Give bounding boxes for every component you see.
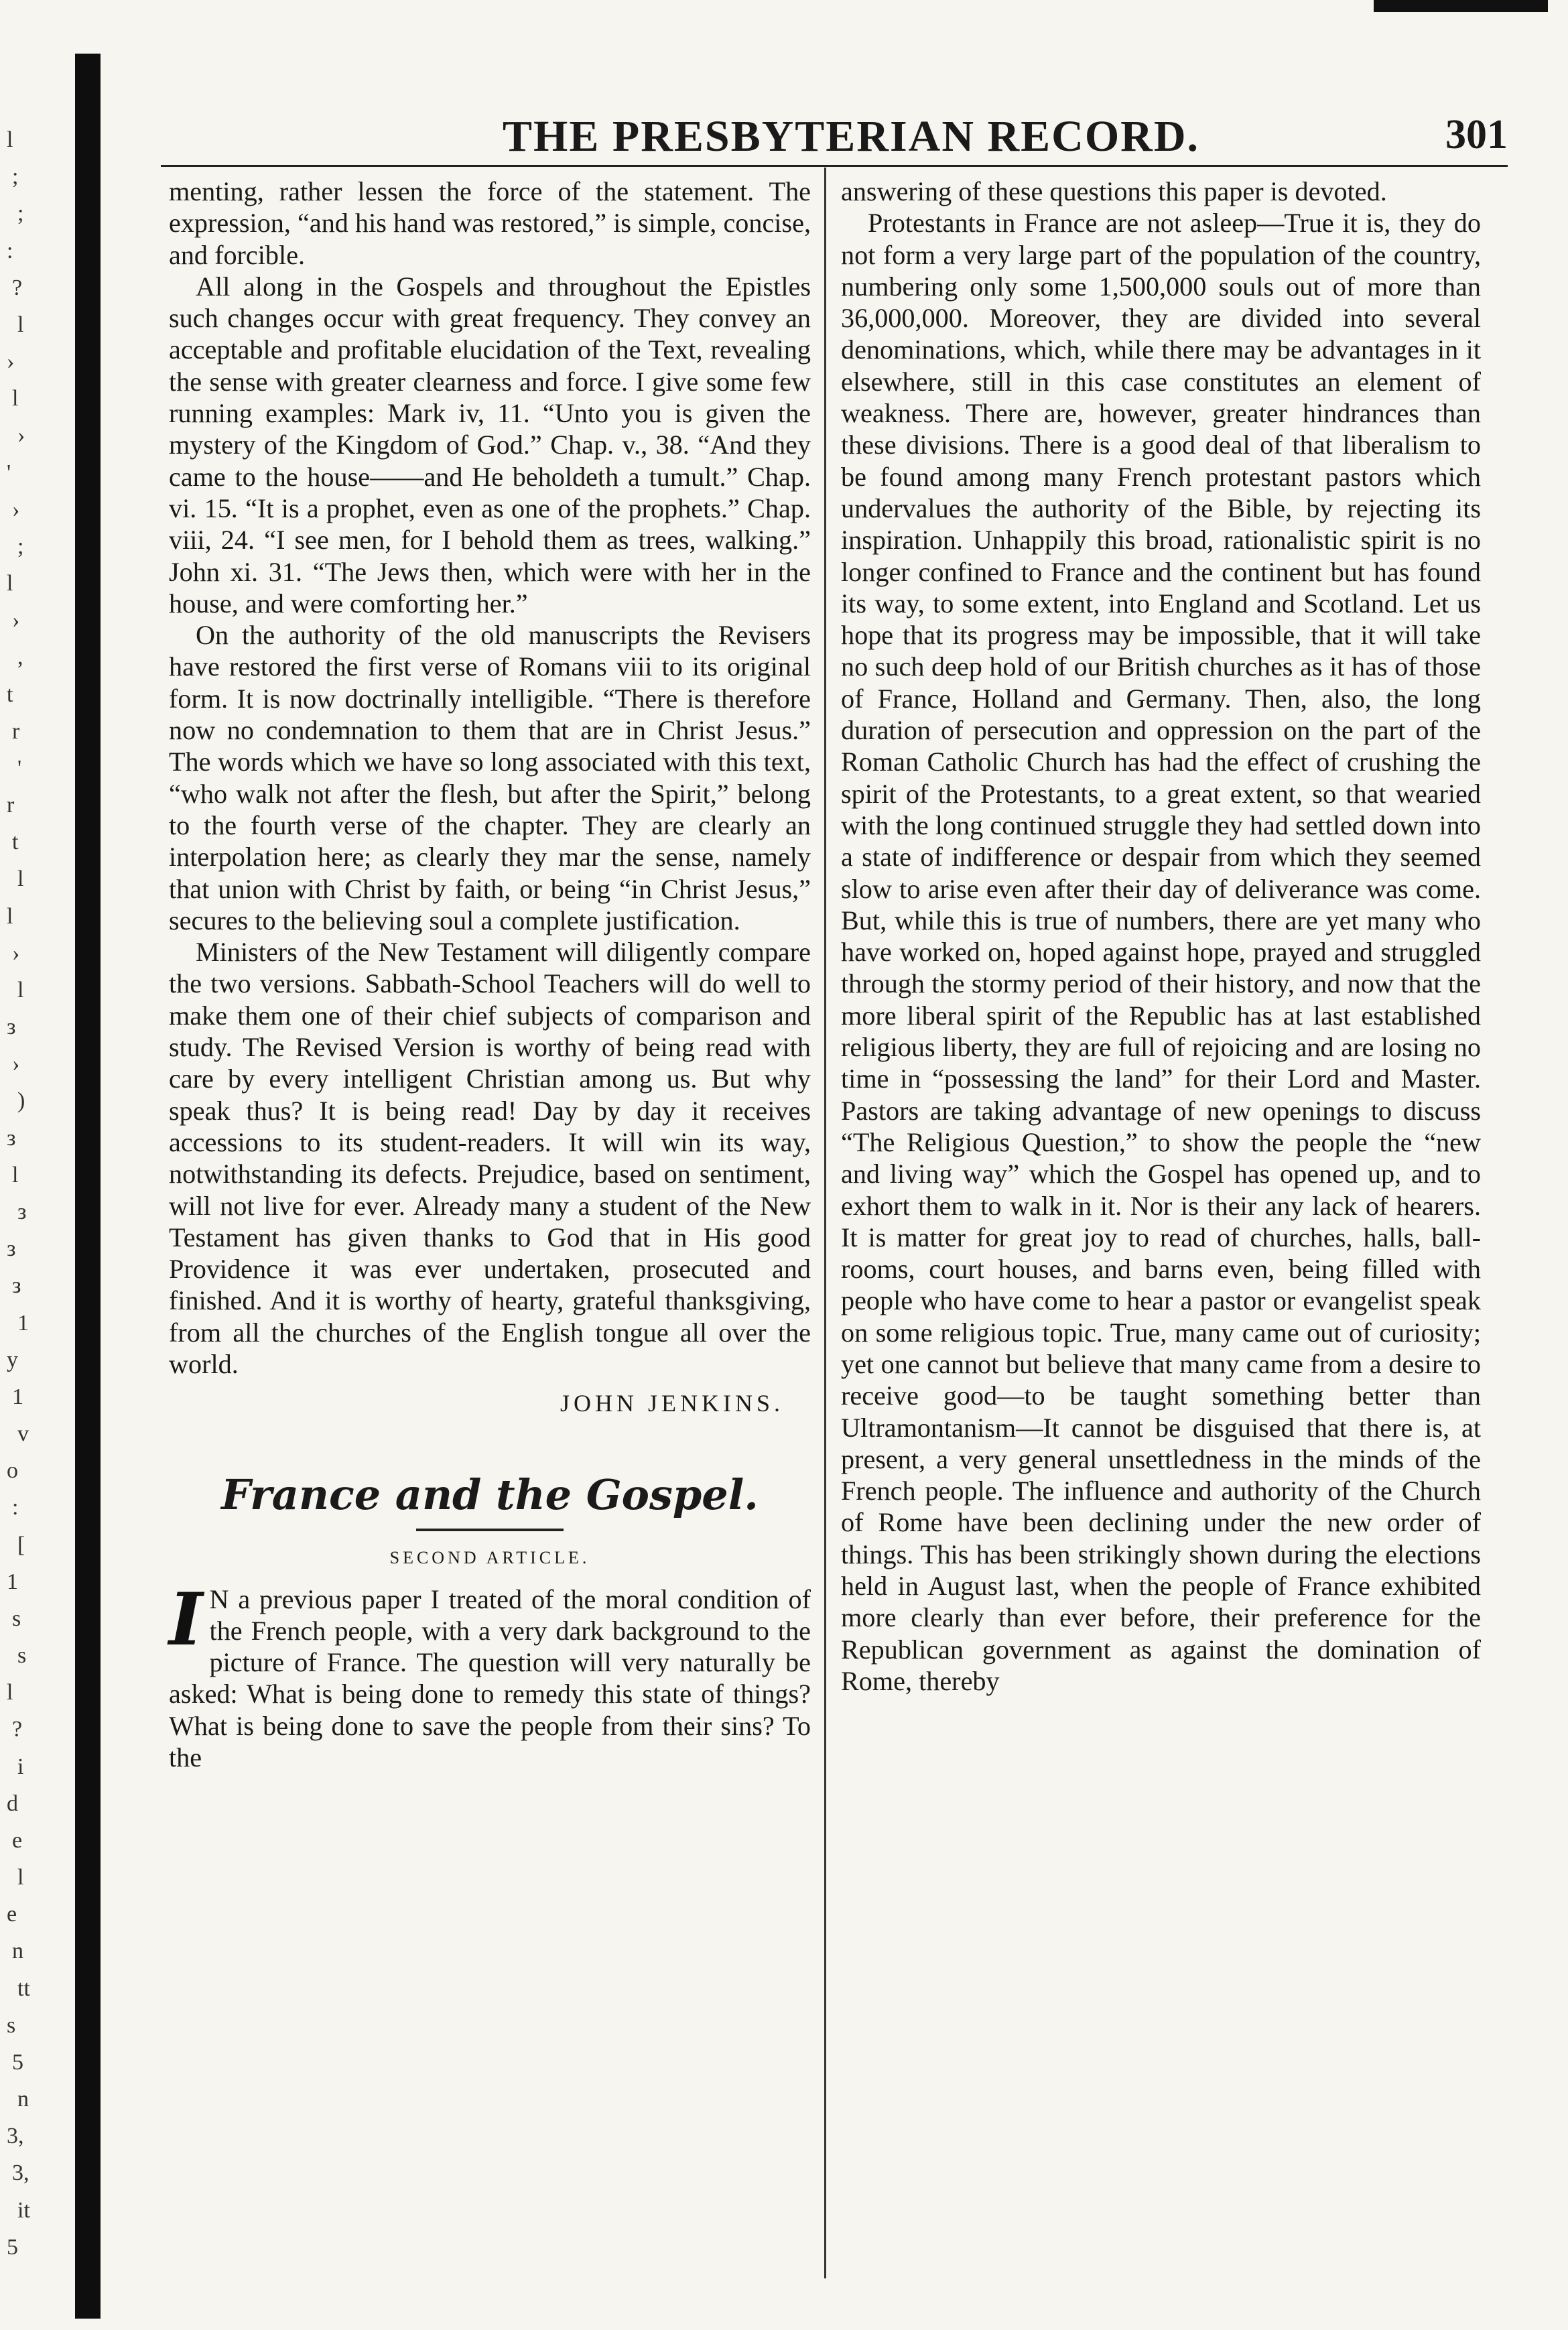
- margin-fragment: i: [17, 1754, 24, 1779]
- margin-fragment: з: [17, 1200, 27, 1224]
- margin-fragment: 5: [12, 2050, 23, 2075]
- margin-fragment: ›: [12, 1051, 20, 1076]
- margin-fragment: r: [7, 793, 15, 818]
- margin-fragment: v: [17, 1421, 29, 1446]
- article-opening-paragraph: [169, 1577, 811, 1774]
- margin-fragment: l: [12, 1163, 19, 1187]
- margin-fragment: l: [7, 571, 13, 596]
- margin-fragment: e: [12, 1828, 23, 1853]
- margin-fragment: :: [7, 239, 13, 263]
- margin-fragment: ': [17, 756, 22, 781]
- margin-fragment: ;: [17, 201, 24, 226]
- margin-fragment: 1: [12, 1384, 23, 1409]
- margin-fragment: ?: [12, 1717, 23, 1742]
- margin-fragment: з: [12, 1273, 21, 1298]
- paragraph: All along in the Gospels and throughout the Epistles such changes occur with great frequency. They convey an acceptable and profitable elucidation of the Text, revealing the sense with greater clearness and force. I give some few running examples: Mark iv, 11. “Unto you is given the mystery of the Kingdom of God.” Chap. v., 38. “And they came to the house——and He beholdeth a tumult.” Chap. vi. 15. “It is a prophet, even as one of the prophets.” Chap. viii, 24. “I see men, for I behold them as trees, walking.” John xi. 31. “The Jews then, which were with her in the house, and were comforting her.”: [169, 271, 811, 619]
- margin-fragment: 1: [7, 1569, 18, 1594]
- margin-fragment: з: [7, 1236, 16, 1261]
- right-column: [841, 176, 1481, 1697]
- section-subtitle: SECOND ARTICLE.: [389, 1547, 590, 1567]
- paragraph: Protestants in France are not asleep—True it is, they do not form a very large part of the population of the country, numbering only some 1,500,000 souls out of more than 36,000,000. Moreover, they are divided into several denominations, which, while there may be advantages in it elsewhere, still in this case constitutes an element of weakness. There are, however, greater hindrances than these divisions. There is a good deal of that liberalism to be found among many French protestant pastors which undervalues the authority of the Bible, by rejecting its inspiration. Unhappily this broad, rationalistic spirit is no longer confined to France and the continent but has found its way, to some extent, into England and Scotland. Let us hope that its progress may be impossible, that it will take no such deep hold of our British churches as it has of those of France, Holland and Germany. Then, also, the long duration of persecution and oppression on the part of the Roman Catholic Church has had the effect of crushing the spirit of the Protestants, to a great extent, so that wearied with the long continued struggle they had settled down into a state of indifference or despair from which they seemed slow to arise even after their day of deliverance was come. But, while this is true of numbers, there are yet many who have worked on, hoped against hope, prayed and struggled through the stormy period of their history, and now that the more liberal spirit of the Republic has at last established religious liberty, they are full of rejoicing and are losing no time in “possessing the land” for their Lord and Master. Pastors are taking advantage of new openings to discuss “The Religious Question,” to show the people the “new and living way” which the Gospel has opened up, and to exhort them to walk in it. Nor is their any lack of hearers. It is matter for great joy to read of churches, halls, ball-rooms, court houses, and barns even, being filled with people who have come to hear a pastor or evangelist speak on some religious topic. True, many came out of curiosity; yet one cannot but believe that many came from a desire to receive good—to be taught something better than Ultramontanism—It cannot be disguised that there is, at present, a very general unsettledness in the minds of the French people. The influence and authority of the Church of Rome have been declining under the new order of things. This has been strikingly shown during the elections held in August last, when the people of France exhibited more clearly than ever before, their preference for the Republican government as against the domination of Rome, thereby: [841, 208, 1481, 1696]
- margin-fragment: ): [17, 1088, 25, 1113]
- margin-fragment: s: [12, 1606, 21, 1631]
- drop-cap: I: [169, 1577, 203, 1662]
- margin-fragment: 5: [7, 2235, 18, 2260]
- page-number: 301: [1445, 112, 1508, 157]
- margin-fragment: ›: [7, 349, 15, 374]
- margin-fragments: [0, 127, 74, 2305]
- running-header: [161, 107, 1508, 161]
- column-divider: [824, 168, 826, 2278]
- section-heading: [169, 1468, 811, 1531]
- margin-fragment: s: [7, 2013, 16, 2038]
- article-opening-text: N a previous paper I treated of the moral condition of the French people, with a very dark background to the picture of France. The question will very naturally be asked: What is being done to remedy this state of things? What is being done to save the people from their sins? To the: [169, 1583, 811, 1773]
- margin-fragment: r: [12, 719, 20, 744]
- margin-fragment: l: [7, 1680, 13, 1705]
- margin-fragment: ;: [17, 534, 24, 559]
- paragraph: On the authority of the old manuscripts the Revisers have restored the first verse of Romans viii to its original form. It is now doctrinally intelligible. “There is therefore now no condemnation to them that are in Christ Jesus.” The words which we have so long associated with this text, “who walk not after the flesh, but after the Spirit,” belong to the fourth verse of the chapter. They are clearly an interpolation here; as clearly they mar the sense, namely that union with Christ by faith, or being “in Christ Jesus,” secures to the believing soul a complete justification.: [169, 620, 811, 935]
- margin-fragment: [: [17, 1533, 25, 1557]
- top-edge-rule: [1374, 0, 1548, 12]
- margin-fragment: з: [7, 1015, 16, 1039]
- margin-fragment: ›: [12, 608, 20, 633]
- margin-fragment: l: [7, 904, 13, 929]
- binding-shadow: [75, 54, 101, 2319]
- paragraph: menting, rather lessen the force of the statement. The expression, “and his hand was restored,” is simple, concise, and forcible.: [169, 176, 811, 270]
- paragraph: Ministers of the New Testament will diligently compare the two versions. Sabbath-School Teachers will do well to make them one of their chief subjects of comparison and study. The Revised Version is worthy of being read with care by every intelligent Christian among us. But why speak thus? It is being read! Day by day it receives accessions to its student-readers. It will win its way, notwithstanding its defects. Prejudice, based on sentiment, will not live for ever. Already many a student of the New Testament has given thanks to God that in His good Providence it was ever undertaken, prosecuted and finished. And it is worthy of hearty, grateful thanksgiving, from all the churches of the English tongue all over the world.: [169, 937, 811, 1379]
- section-title-text: France and the Gospel.: [221, 1470, 759, 1519]
- margin-fragment: t: [7, 682, 13, 707]
- journal-title: THE PRESBYTERIAN RECORD.: [503, 112, 1199, 161]
- margin-fragment: o: [7, 1458, 18, 1483]
- margin-fragment: l: [17, 1865, 24, 1890]
- margin-fragment: ,: [17, 645, 23, 669]
- margin-fragment: 3,: [7, 2124, 24, 2148]
- margin-fragment: d: [7, 1791, 18, 1816]
- margin-fragment: ;: [12, 164, 19, 189]
- margin-fragment: l: [17, 866, 24, 891]
- margin-fragment: ›: [12, 941, 20, 966]
- margin-fragment: 1: [17, 1311, 29, 1336]
- margin-fragment: :: [12, 1495, 19, 1520]
- margin-fragment: l: [17, 978, 24, 1002]
- margin-fragment: ›: [17, 423, 25, 448]
- left-column: [169, 176, 811, 1773]
- margin-fragment: ': [7, 460, 11, 485]
- margin-fragment: 3,: [12, 2160, 29, 2185]
- margin-fragment: n: [12, 1939, 23, 1963]
- margin-fragment: it: [17, 2198, 30, 2223]
- margin-fragment: s: [17, 1643, 27, 1668]
- margin-fragment: l: [12, 386, 19, 411]
- margin-fragment: l: [7, 127, 13, 152]
- margin-fragment: e: [7, 1902, 17, 1927]
- author-signature: JOHN JENKINS.: [560, 1390, 784, 1417]
- margin-fragment: t: [12, 830, 19, 854]
- margin-fragment: n: [17, 2087, 29, 2112]
- header-rule: [161, 165, 1508, 167]
- margin-fragment: ›: [12, 497, 20, 522]
- heading-underline: [416, 1529, 564, 1531]
- margin-fragment: з: [7, 1126, 16, 1151]
- margin-fragment: y: [7, 1348, 18, 1372]
- margin-fragment: l: [17, 312, 24, 337]
- margin-fragment: tt: [17, 1976, 30, 2001]
- paragraph: answering of these questions this paper is devoted.: [841, 176, 1387, 206]
- margin-fragment: ?: [12, 275, 23, 300]
